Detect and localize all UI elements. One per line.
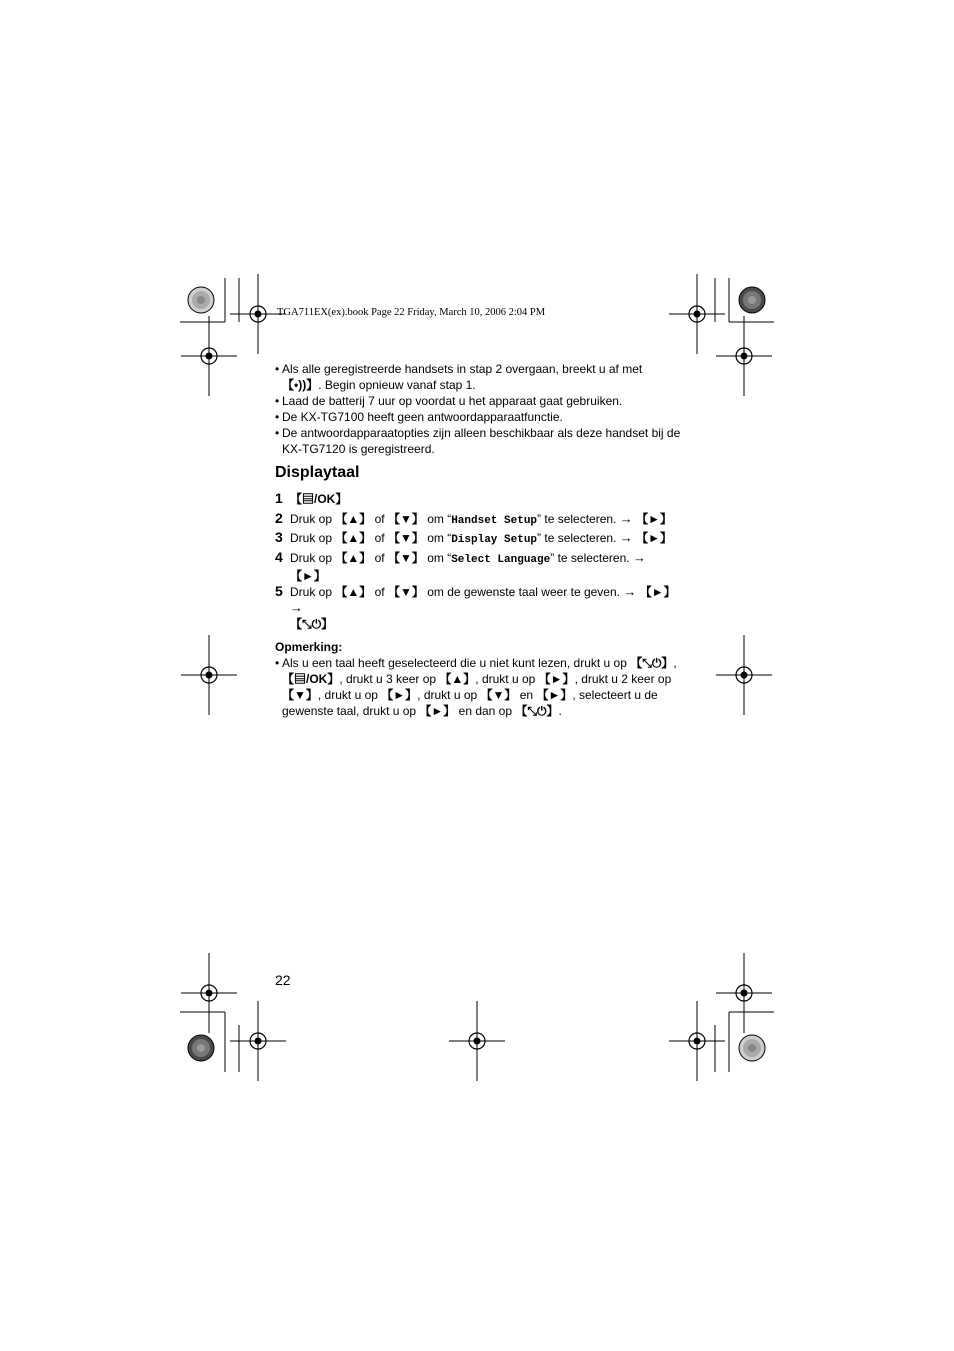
note-segment: . (558, 703, 562, 718)
right-key: 【►】 (290, 568, 326, 583)
up-key: 【▲】 (335, 511, 372, 526)
note-title: Opmerking: (275, 639, 343, 654)
menu-ok-key: 【▤/OK】 (290, 492, 348, 506)
step-text: of (374, 511, 385, 526)
right-key: 【►】 (536, 687, 573, 702)
right-key: 【►】 (381, 687, 418, 702)
up-key: 【▲】 (335, 584, 372, 599)
up-key: 【▲】 (335, 550, 372, 565)
step-text: ” te selecteren. (537, 531, 617, 545)
off-key: 【⤡⏻】 (630, 655, 674, 670)
arrow-icon: → (632, 549, 646, 565)
note-segment: , drukt u op (475, 671, 539, 686)
off-key: 【⤡⏻】 (290, 616, 334, 631)
note-segment: , drukt u 2 keer op (574, 671, 672, 686)
bullet-text: . Begin opnieuw vanaf stap 1. (318, 378, 476, 392)
step-text: of (374, 531, 385, 545)
registration-mark-icon (181, 635, 237, 715)
down-key: 【▼】 (282, 687, 318, 702)
registration-mark-icon (669, 1001, 725, 1081)
step-text: of (374, 550, 385, 565)
registration-mark-icon (230, 1001, 286, 1081)
menu-ok-key: 【▤/OK】 (282, 671, 340, 686)
down-key: 【▼】 (387, 531, 424, 545)
list-item (275, 361, 685, 393)
note-segment: Als u een taal heeft geselecteerd die u niet kunt lezen, drukt u op (282, 655, 631, 670)
right-key: 【►】 (639, 584, 676, 599)
step-text: Druk op (290, 531, 333, 545)
step-number: 5 (275, 582, 283, 599)
step-text: ” te selecteren. (550, 550, 630, 565)
step-text: Druk op (290, 550, 333, 565)
note-segment: , drukt u op (417, 687, 481, 702)
registration-mark-icon (669, 274, 725, 354)
star-target-icon (739, 1035, 765, 1061)
list-item: • Laad de batterij 7 uur op voordat u het apparaat gaat gebruiken. (275, 393, 685, 409)
step-number: 3 (275, 529, 283, 545)
off-key: 【⤡⏻】 (515, 703, 559, 718)
note-segment: , (673, 655, 677, 670)
registration-mark-icon (181, 316, 237, 396)
down-key: 【▼】 (480, 687, 517, 702)
menu-item-name: Handset Setup (451, 514, 538, 527)
down-key: 【▼】 (387, 550, 424, 565)
registration-mark-icon (449, 1001, 505, 1081)
step-number: 2 (275, 509, 283, 526)
step-text: om “ (427, 531, 452, 545)
down-key: 【▼】 (387, 511, 424, 526)
note-text (275, 655, 685, 719)
step-text: Druk op (290, 511, 333, 526)
corner-marks-bottom (180, 953, 774, 1081)
registration-mark-icon (716, 953, 772, 1033)
page-number: 22 (275, 972, 291, 988)
arrow-icon: → (619, 510, 633, 526)
section-title: Displaytaal (275, 464, 360, 481)
star-target-icon (739, 287, 765, 313)
note-segment: en dan op (455, 703, 516, 718)
step-1 (275, 491, 685, 511)
list-item: • De KX-TG7100 heeft geen antwoordapparaatfunctie. (275, 409, 685, 425)
note-segment: , selecteert u de gewenste taal, drukt u op (282, 687, 658, 718)
step-text: om “ (427, 511, 452, 526)
step-text: ” te selecteren. (537, 511, 617, 526)
step-5 (275, 584, 685, 632)
page-content (275, 361, 685, 719)
step-text: om “ (427, 550, 452, 565)
menu-item-name: Select Language (451, 553, 551, 566)
file-header-line: TGA711EX(ex).book Page 22 Friday, March 10, 2006 2:04 PM (277, 307, 546, 318)
right-key: 【►】 (538, 671, 575, 686)
arrow-icon: → (290, 599, 303, 615)
up-key: 【▲】 (335, 531, 372, 545)
arrow-icon: → (619, 530, 633, 545)
step-number: 1 (275, 490, 283, 506)
list-item: • De antwoordapparaatopties zijn alleen beschikbaar als deze handset bij de KX-TG7120 is geregistreerd. (275, 425, 685, 457)
registration-mark-icon (716, 316, 772, 396)
intercom-key: 【•))】 (282, 378, 319, 392)
registration-mark-icon (716, 635, 772, 715)
note-segment: , drukt u op (317, 687, 382, 702)
step-text: om de gewenste taal weer te geven. (427, 584, 620, 599)
step-4 (275, 550, 685, 584)
right-key: 【►】 (419, 703, 456, 718)
star-target-icon (188, 287, 214, 313)
step-text: Druk op (290, 584, 333, 599)
up-key: 【▲】 (439, 671, 476, 686)
arrow-icon: → (623, 583, 637, 599)
step-3 (275, 530, 685, 550)
menu-item-name: Display Setup (451, 534, 538, 546)
step-number: 4 (275, 548, 283, 565)
right-key: 【►】 (636, 511, 672, 526)
star-target-icon (188, 1035, 214, 1061)
bullet-text: Als alle geregistreerde handsets in stap 2 overgaan, breekt u af met (282, 362, 643, 376)
step-2 (275, 511, 685, 531)
registration-mark-icon (181, 953, 237, 1033)
step-text: of (374, 584, 385, 599)
down-key: 【▼】 (387, 584, 424, 599)
note-segment: , drukt u 3 keer op (339, 671, 440, 686)
note-segment: en (516, 687, 537, 702)
right-key: 【►】 (636, 531, 672, 545)
